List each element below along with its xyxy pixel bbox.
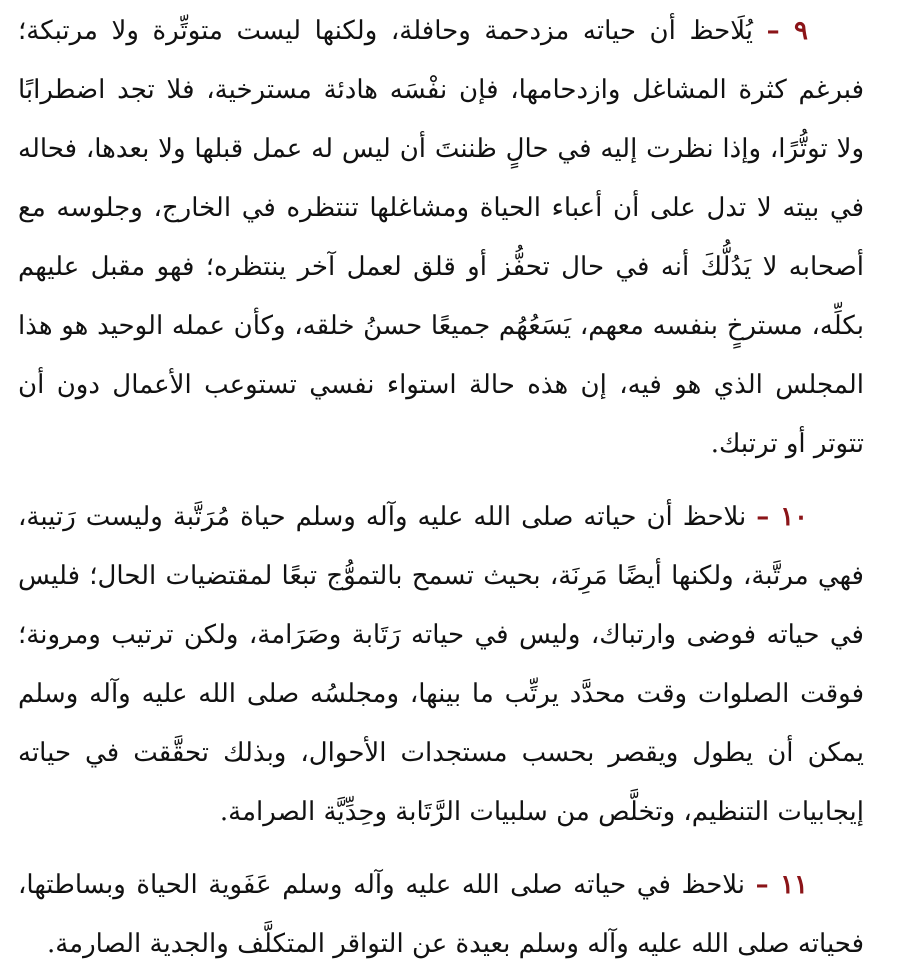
paragraph-text: نلاحظ في حياته صلى الله عليه وآله وسلم عَفَوية الحياة وبساطتها، فحياته صلى الله عليه وآله وسلم بعيدة عن التواقر المتكلَّف والجدية الصارمة.: [18, 870, 864, 959]
paragraph-number: ٩ –: [766, 16, 808, 46]
paragraph-number: ١٠ –: [756, 502, 808, 532]
paragraph-text: نلاحظ أن حياته صلى الله عليه وآله وسلم حياة مُرَتَّبة وليست رَتيبة، فهي مرتَّبة، ولكنها أيضًا مَرِنَة، بحيث تسمح بالتموُّج تبعًا لمقتضيات الحال؛ فليس في حياته فوضى وارتباك، وليس في حياته رَتَابة وصَرَامة، ولكن ترتيب ومرونة؛ فوقت الصلوات وقت محدَّد يرتِّب ما بينها، ومجلسُه صلى الله عليه وآله وسلم يمكن أن يطول ويقصر بحسب مستجدات الأحوال، وبذلك تحقَّقت في حياته إيجابيات التنظيم، وتخلَّص من سلبيات الرَّتَابة وحِدِّيَّة الصرامة.: [18, 502, 864, 827]
paragraph-number: ١١ –: [755, 870, 808, 900]
paragraph-10: [18, 488, 864, 842]
paragraph-11: [18, 856, 864, 974]
paragraph-9: [18, 2, 864, 474]
paragraph-text: يُلَاحظ أن حياته مزدحمة وحافلة، ولكنها ليست متوتِّرة ولا مرتبكة؛ فبرغم كثرة المشاغل وازدحامها، فإن نفْسَه هادئة مسترخية، فلا تجد اضطرابًا ولا توتُّرًا، وإذا نظرت إليه في حالٍ ظننتَ أن ليس له عمل قبلها ولا بعدها، فحاله في بيته لا تدل على أن أعباء الحياة ومشاغلها تنتظره في الخارج، وجلوسه مع أصحابه لا يَدُلُّكَ أنه في حال تحفُّز أو قلق لعمل آخر ينتظره؛ فهو مقبل عليهم بكلِّه، مسترخٍ بنفسه معهم، يَسَعُهُم جميعًا حسنُ خلقه، وكأن عمله الوحيد هو هذا المجلس الذي هو فيه، إن هذه حالة استواء نفسي تستوعب الأعمال دون أن تتوتر أو ترتبك.: [18, 16, 864, 459]
